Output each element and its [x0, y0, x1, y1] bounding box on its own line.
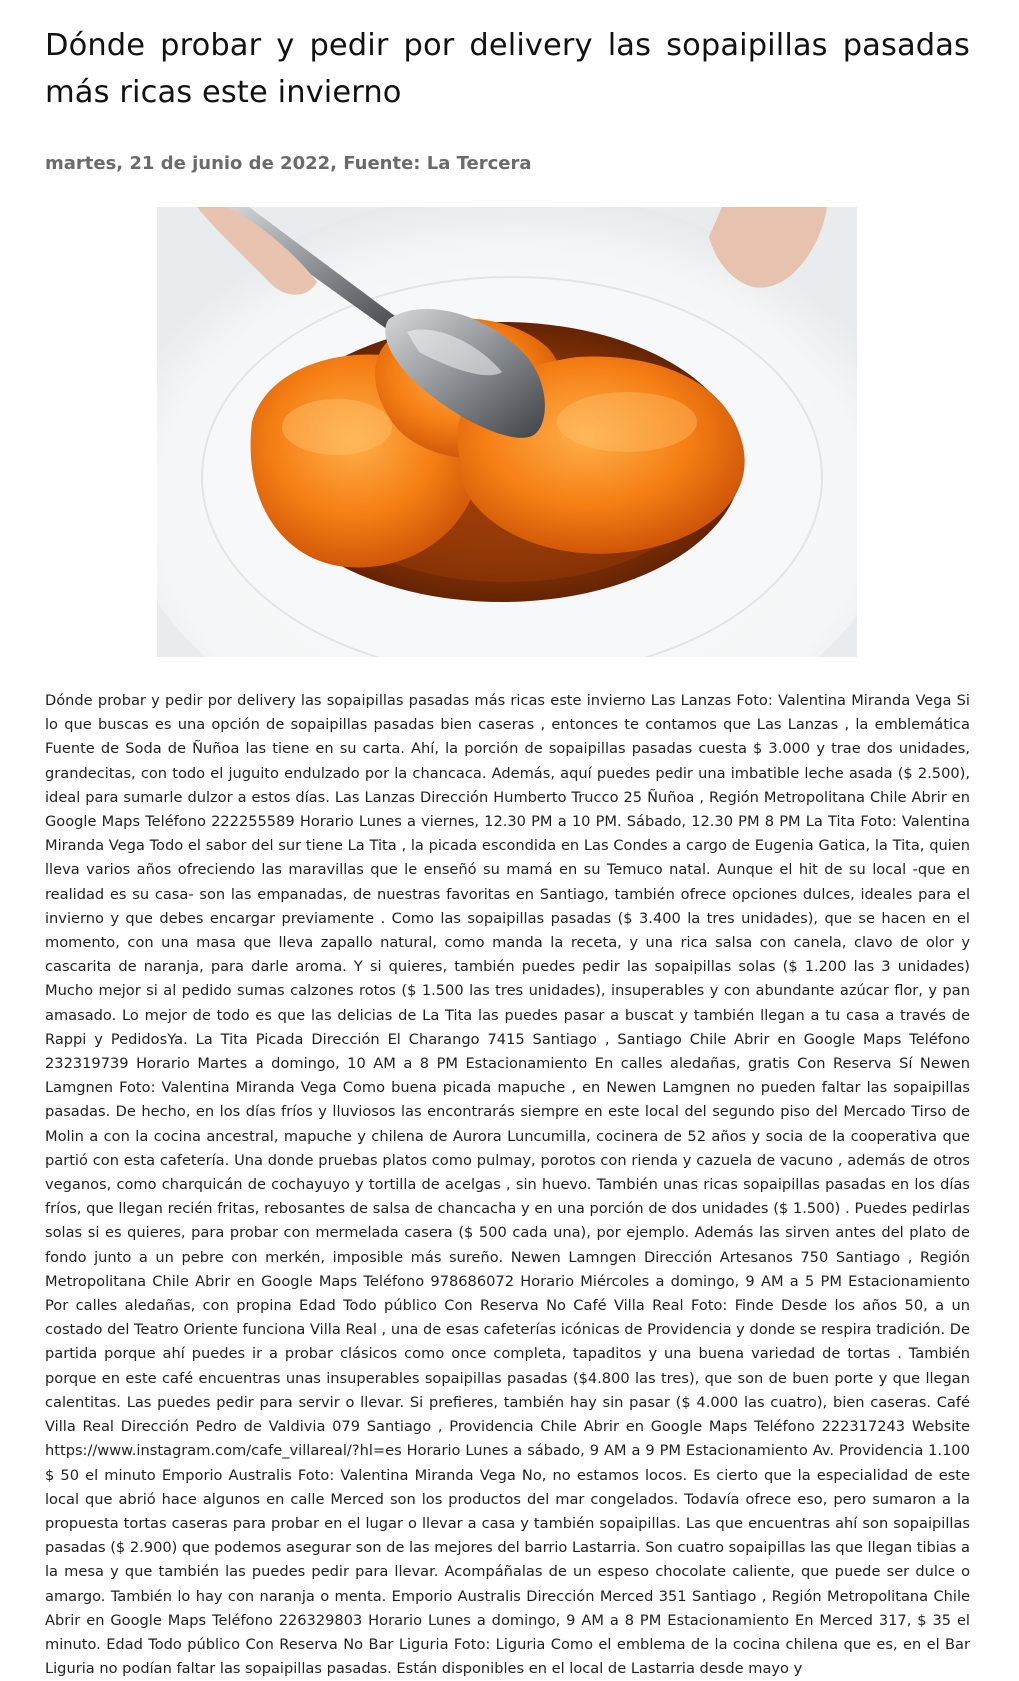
article-photo [157, 207, 857, 657]
sopaipillas-photo [157, 207, 857, 657]
article-date-source: martes, 21 de junio de 2022, Fuente: La Tercera [45, 153, 532, 174]
article-title: Dónde probar y pedir por delivery las sopaipillas pasadas más ricas este invierno [45, 28, 970, 110]
article [45, 0, 970, 1678]
article-body: Dónde probar y pedir por delivery las sopaipillas pasadas más ricas este invierno Las Lanzas Foto: Valentina Miranda Vega Si lo que buscas es una opción de sopaipillas pasadas bien caseras , entonces te contamos que Las Lanzas , la emblemática Fuente de Soda de Ñuñoa las tiene en su carta. Ahí, la porción de sopaipillas pasadas cuesta $ 3.000 y trae dos unidades, grandecitas, con todo el juguito endulzado por la chancaca. Además, aquí puedes pedir una imbatible leche asada ($ 2.500), ideal para sumarle dulzor a estos días. Las Lanzas Dirección Humberto Trucco 25 Ñuñoa , Región Metropolitana Chile Abrir en Google Maps Teléfono 222255589 Horario Lunes a viernes, 12.30 PM a 10 PM. Sábado, 12.30 PM 8 PM La Tita Foto: Valentina Miranda Vega Todo el sabor del sur tiene La Tita , la picada escondida en Las Condes a cargo de Eugenia Gatica, la Tita, quien lleva varios años ofreciendo las maravillas que le enseñó su mamá en su Temuco natal. Aunque el hit de su local -que en realidad es su casa- son las empanadas, de nuestras favoritas en Santiago, también ofrece opciones dulces, ideales para el invierno y que debes encargar previamente . Como las sopaipillas pasadas ($ 3.400 la tres unidades), que se hacen en el momento, con una masa que lleva zapallo natural, como manda la receta, y una rica salsa con canela, clavo de olor y cascarita de naranja, para darle aroma. Y si quieres, también puedes pedir las sopaipillas solas ($ 1.200 las 3 unidades) Mucho mejor si al pedido sumas calzones rotos ($ 1.500 las tres unidades), insuperables y con abundante azúcar flor, y pan amasado. Lo mejor de todo es que las delicias de La Tita las puedes pasar a buscat y también llegan a tu casa a través de Rappi y PedidosYa. La Tita Picada Dirección El Charango 7415 Santiago , Santiago Chile Abrir en Google Maps Teléfono 232319739 Horario Martes a domingo, 10 AM a 8 PM Estacionamiento En calles aledañas, gratis Con Reserva Sí Newen Lamgnen Foto: Valentina Miranda Vega Como buena picada mapuche , en Newen Lamgnen no pueden faltar las sopaipillas pasadas. De hecho, en los días fríos y lluviosos las encontrarás siempre en este local del segundo piso del Mercado Tirso de Molin a con la cocina ancestral, mapuche y chilena de Aurora Luncumilla, cocinera de 52 años y socia de la cooperativa que partió con esta cafetería. Una donde pruebas platos como pulmay, porotos con rienda y cazuela de vacuno , además de otros veganos, como charquicán de cochayuyo y tortilla de acelgas , sin huevo. También unas ricas sopaipillas pasadas en los días fríos, que llegan recién fritas, rebosantes de salsa de chancacha y en una porción de dos unidades ($ 1.500) . Puedes pedirlas solas si es quieres, para probar con mermelada casera ($ 500 cada una), por ejemplo. Además las sirven antes del plato de fondo junto a un pebre con merkén, imposible más sureño. Newen Lamngen Dirección Artesanos 750 Santiago , Región Metropolitana Chile Abrir en Google Maps Teléfono 978686072 Horario Miércoles a domingo, 9 AM a 5 PM Estacionamiento Por calles aledañas, con propina Edad Todo público Con Reserva No Café Villa Real Foto: Finde Desde los años 50, a un costado del Teatro Oriente funciona Villa Real , una de esas cafeterías icónicas de Providencia y donde se respira tradición. De partida porque ahí puedes ir a probar clásicos como once completa, tapaditos y una buena variedad de tortas . También porque en este café encuentras unas insuperables sopaipillas pasadas ($4.800 las tres), que son de buen porte y que llegan calentitas. Las puedes pedir para servir o llevar. Si prefieres, también hay sin pasar ($ 4.000 las cuatro), bien caseras. Café Villa Real Dirección Pedro de Valdivia 079 Santiago , Providencia Chile Abrir en Google Maps Teléfono 222317243 Website https://www.instagram.com/cafe_villareal/?hl=es Horario Lunes a sábado, 9 AM a 9 PM Estacionamiento Av. Providencia 1.100 $ 50 el minuto Emporio Australis Foto: Valentina Miranda Vega No, no estamos locos. Es cierto que la especialidad de este local que abrió hace algunos en calle Merced son los productos del mar congelados. Todavía ofrece eso, pero sumaron a la propuesta tortas caseras para probar en el lugar o llevar a casa y también sopaipillas. Las que encuentras ahí son sopaipillas pasadas ($ 2.900) que podemos asegurar son de las mejores del barrio Lastarria. Son cuatro sopaipillas las que llegan tibias a la mesa y que también las puedes pedir para llevar. Acompáñalas de un espeso chocolate caliente, que puede ser dulce o amargo. También lo hay con naranja o menta. Emporio Australis Dirección Merced 351 Santiago , Región Metropolitana Chile Abrir en Google Maps Teléfono 226329803 Horario Lunes a domingo, 9 AM a 8 PM Estacionamiento En Merced 317, $ 35 el minuto. Edad Todo público Con Reserva No Bar Liguria Foto: Liguria Como el emblema de la cocina chilena que es, en el Bar Liguria no podían faltar las sopaipillas pasadas. Están disponibles en el local de Lastarria desde mayo y [45, 692, 970, 1678]
